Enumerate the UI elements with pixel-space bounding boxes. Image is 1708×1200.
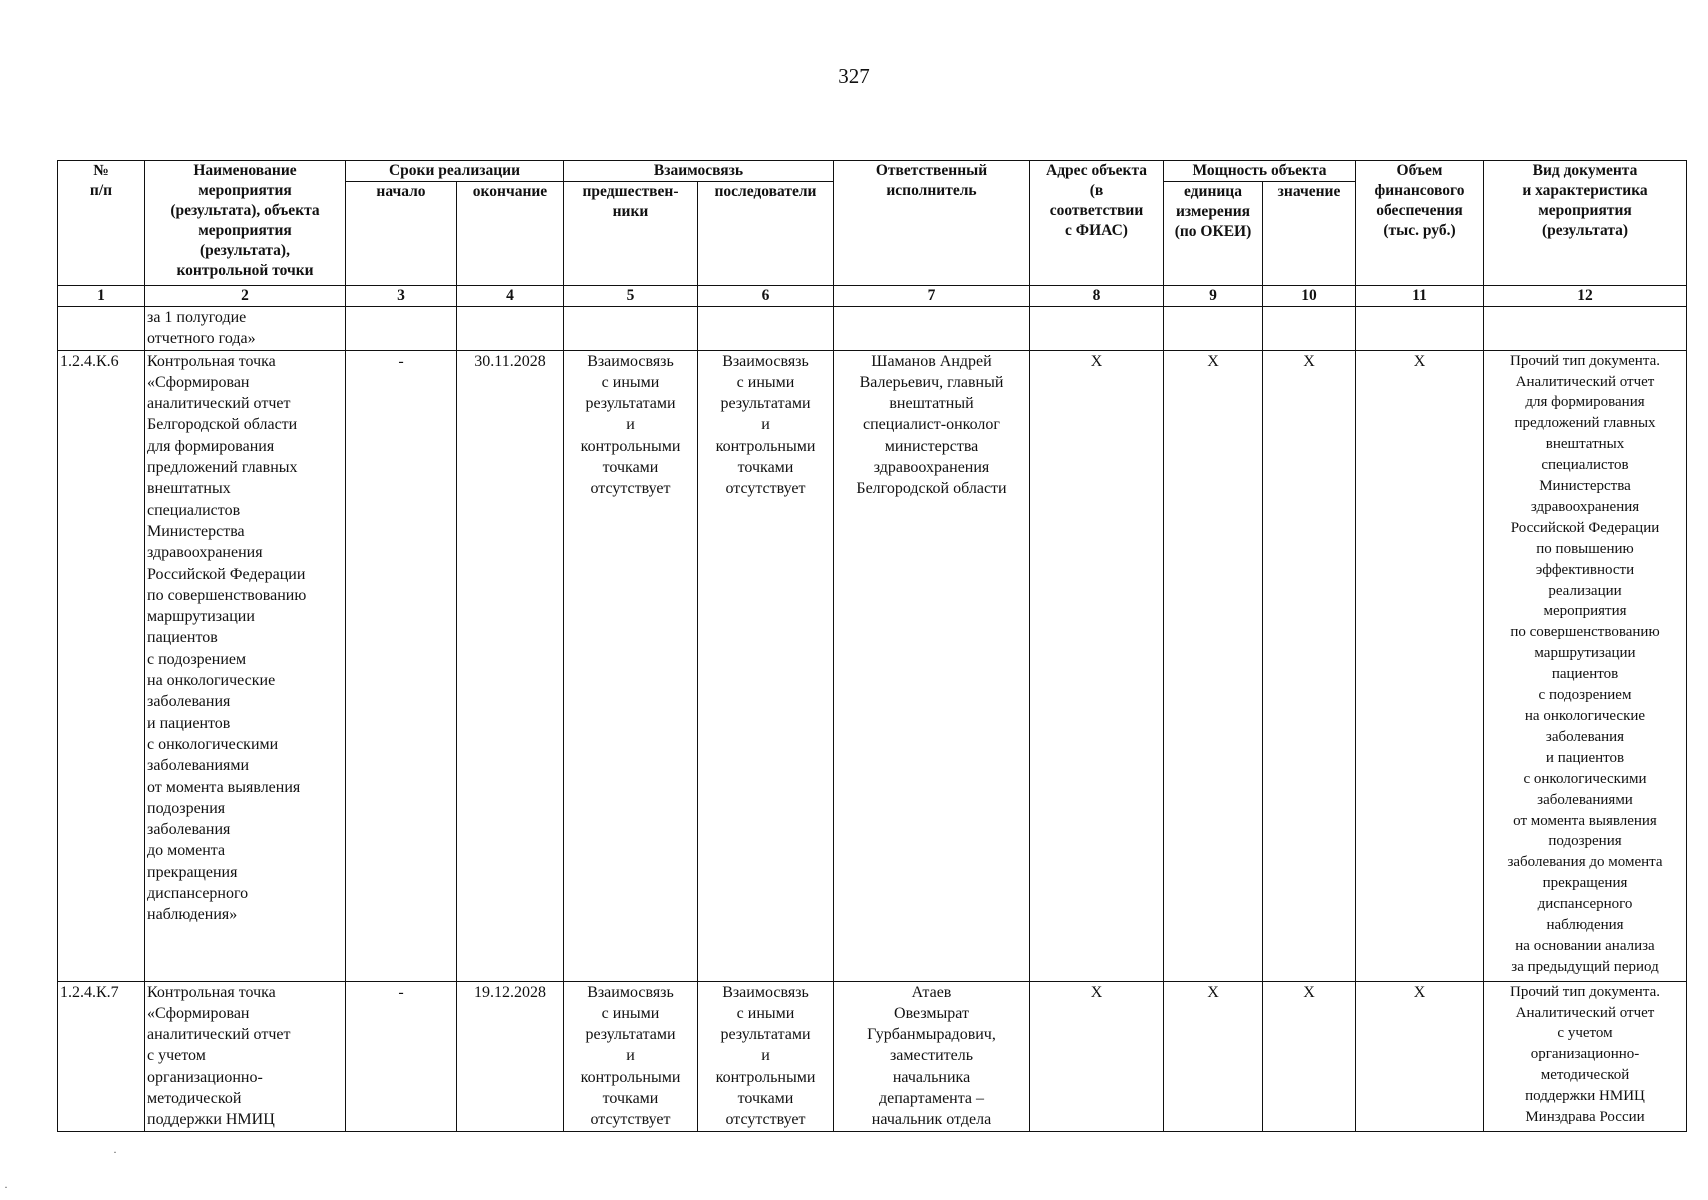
cell-value — [1263, 307, 1356, 351]
cell-name: Контрольная точка «Сформирован аналитический отчет Белгородской области для формирования предложений главных внештатных специалистов Министерства здравоохранения Российской Федерации по совершенствованию маршрутизации пациентов с подозрением на онкологические заболевания и пациентов с онкологическими заболеваниями от момента выявления подозрения заболевания до момента прекращения диспансерного наблюдения» — [145, 350, 346, 981]
cell-address: X — [1030, 350, 1164, 981]
cell-responsible: Шаманов Андрей Валерьевич, главный внештатный специалист-онколог министерства здравоохранения Белгородской области — [834, 350, 1030, 981]
cell-name: за 1 полугодие отчетного года» — [145, 307, 346, 351]
col-number: 5 — [564, 286, 698, 307]
column-numbers-row — [58, 286, 1687, 307]
header-start: начало — [346, 182, 457, 286]
page-number: 327 — [838, 64, 870, 88]
cell-predecessors: Взаимосвязь с иными результатами и контрольными точками отсутствует — [564, 350, 698, 981]
header-successors: последователи — [698, 182, 834, 286]
cell-responsible — [834, 307, 1030, 351]
cell-unit: X — [1164, 981, 1263, 1131]
header-power: Мощность объекта — [1164, 161, 1356, 182]
cell-name: Контрольная точка «Сформирован аналитический отчет с учетом организационно- методической поддержки НМИЦ — [145, 981, 346, 1131]
header-num: № п/п — [58, 161, 145, 286]
col-number: 9 — [1164, 286, 1263, 307]
cell-finance: X — [1356, 981, 1484, 1131]
col-number: 12 — [1484, 286, 1687, 307]
cell-start — [346, 307, 457, 351]
cell-unit — [1164, 307, 1263, 351]
col-number: 2 — [145, 286, 346, 307]
header-name: Наименование мероприятия (результата), объекта мероприятия (результата), контрольной точки — [145, 161, 346, 286]
cell-doc: Прочий тип документа. Аналитический отчет для формирования предложений главных внештатных специалистов Министерства здравоохранения Российской Федерации по повышению эффективности реализации мероприятия по совершенствованию маршрутизации пациентов с подозрением на онкологические заболевания и пациентов с онкологическими заболеваниями от момента выявления подозрения заболевания до момента прекращения диспансерного наблюдения на основании анализа за предыдущий период — [1484, 350, 1687, 981]
cell-end: 19.12.2028 — [457, 981, 564, 1131]
table-row — [58, 981, 1687, 1131]
cell-unit: X — [1164, 350, 1263, 981]
cell-num: 1.2.4.К.7 — [58, 981, 145, 1131]
col-number: 8 — [1030, 286, 1164, 307]
col-number: 11 — [1356, 286, 1484, 307]
cell-finance: X — [1356, 350, 1484, 981]
cell-end: 30.11.2028 — [457, 350, 564, 981]
cell-doc: Прочий тип документа. Аналитический отчет с учетом организационно- методической поддержки НМИЦ Минздрава России — [1484, 981, 1687, 1131]
header-unit: единица измерения (по ОКЕИ) — [1164, 182, 1263, 286]
header-end: окончание — [457, 182, 564, 286]
header-value: значение — [1263, 182, 1356, 286]
header-responsible: Ответственный исполнитель — [834, 161, 1030, 286]
col-number: 4 — [457, 286, 564, 307]
cell-num — [58, 307, 145, 351]
header-row-1 — [58, 161, 1687, 182]
cell-responsible: Атаев Овезмырат Гурбанмырадович, заместитель начальника департамента – начальник отдела — [834, 981, 1030, 1131]
col-number: 7 — [834, 286, 1030, 307]
cell-value: X — [1263, 350, 1356, 981]
events-table — [57, 160, 1687, 1132]
cell-doc — [1484, 307, 1687, 351]
header-finance: Объем финансового обеспечения (тыс. руб.) — [1356, 161, 1484, 286]
col-number: 10 — [1263, 286, 1356, 307]
cell-end — [457, 307, 564, 351]
cell-successors — [698, 307, 834, 351]
header-terms: Сроки реализации — [346, 161, 564, 182]
cell-num: 1.2.4.К.6 — [58, 350, 145, 981]
cell-start: - — [346, 981, 457, 1131]
col-number: 3 — [346, 286, 457, 307]
col-number: 6 — [698, 286, 834, 307]
scan-dot: · — [4, 1180, 8, 1194]
cell-start: - — [346, 350, 457, 981]
cell-value: X — [1263, 981, 1356, 1131]
header-predecessors: предшествен- ники — [564, 182, 698, 286]
header-link: Взаимосвязь — [564, 161, 834, 182]
header-doc: Вид документа и характеристика мероприятия (результата) — [1484, 161, 1687, 286]
cell-address — [1030, 307, 1164, 351]
cell-finance — [1356, 307, 1484, 351]
table-row — [58, 350, 1687, 981]
cell-successors: Взаимосвязь с иными результатами и контрольными точками отсутствует — [698, 350, 834, 981]
col-number: 1 — [58, 286, 145, 307]
header-address: Адрес объекта (в соответствии с ФИАС) — [1030, 161, 1164, 286]
cell-predecessors: Взаимосвязь с иными результатами и контрольными точками отсутствует — [564, 981, 698, 1131]
cell-successors: Взаимосвязь с иными результатами и контрольными точками отсутствует — [698, 981, 834, 1131]
table-row — [58, 307, 1687, 351]
cell-predecessors — [564, 307, 698, 351]
scan-dot: · — [113, 1145, 117, 1159]
cell-address: X — [1030, 981, 1164, 1131]
